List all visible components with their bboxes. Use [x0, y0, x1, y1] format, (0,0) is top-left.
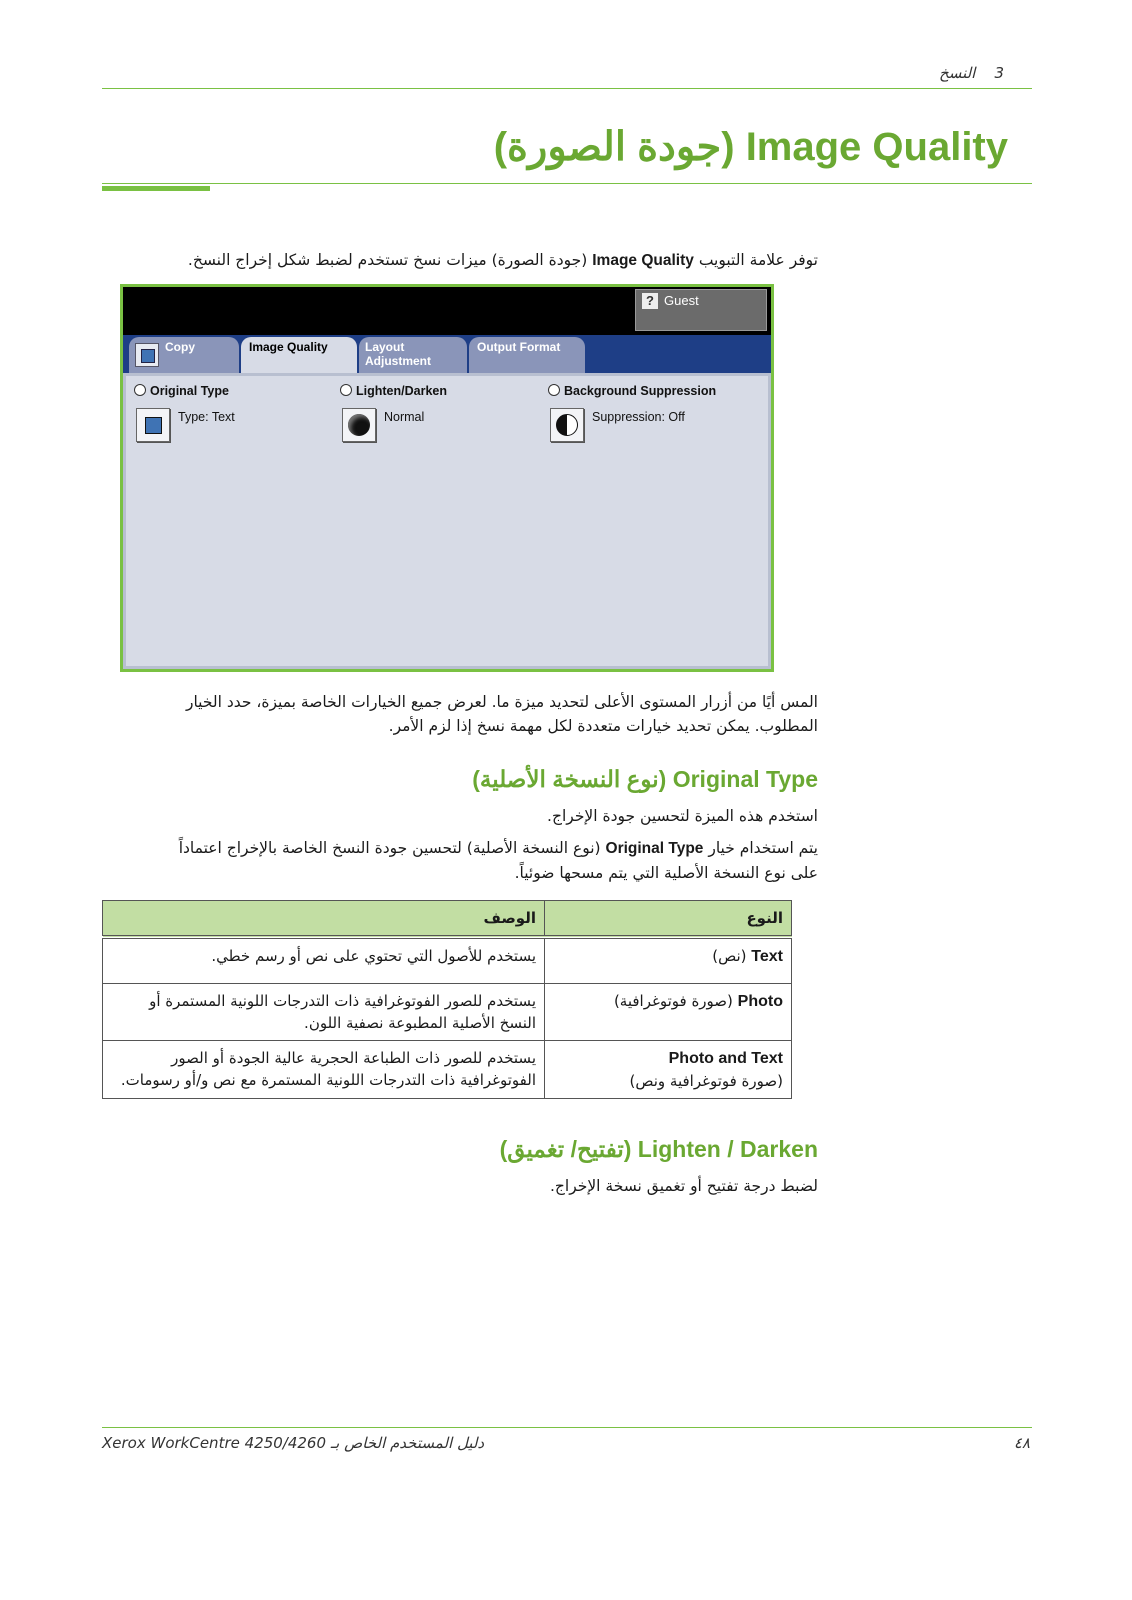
chapter-header: [939, 64, 1004, 82]
user-button[interactable]: [635, 289, 767, 331]
intro-term: Image Quality: [592, 252, 694, 269]
description-cell: يستخدم للصور الفوتوغرافية ذات التدرجات اللونية المستمرة أو النسخ الأصلية المطبوعة نصفية اللون.: [103, 983, 545, 1040]
tab-layout-adjustment[interactable]: Layout Adjustment: [359, 337, 467, 373]
original-type-description: يتم استخدام خيار Original Type (نوع النسخة الأصلية) لتحسين جودة النسخ الخاصة بالإخراج اعتماداً على نوع النسخة الأصلية التي يتم مسحها ضوئياً.: [178, 839, 818, 882]
type-cell: Photo (صورة فوتوغرافية): [545, 983, 792, 1040]
background-suppression-value: Suppression: Off: [592, 410, 685, 424]
device-status-bar: [123, 287, 771, 335]
intro-paragraph: توفر علامة التبويب Image Quality (جودة الصورة) ميزات نسخ تستخدم لضبط شكل إخراج النسخ.: [187, 251, 818, 269]
copy-icon: [135, 343, 159, 367]
footer-title: دليل المستخدم الخاص بـ Xerox WorkCentre 4250/4260: [102, 1434, 485, 1452]
lighten-darken-description: لضبط درجة تفتيح أو تغميق نسخة الإخراج.: [549, 1177, 818, 1195]
radio-icon: [548, 384, 560, 396]
background-suppression-button[interactable]: [550, 408, 584, 442]
tab-image-quality[interactable]: Image Quality: [241, 337, 357, 373]
description-cell: يستخدم للأصول التي تحتوي على نص أو رسم خطي.: [103, 937, 545, 983]
original-type-value: Type: Text: [178, 410, 235, 424]
title-rule: [102, 183, 1032, 184]
table-header-row: [103, 901, 792, 938]
table-row: [103, 983, 792, 1040]
chapter-number: 3: [994, 64, 1004, 82]
table-row: [103, 1040, 792, 1098]
help-icon: ?: [642, 293, 658, 309]
radio-icon: [340, 384, 352, 396]
header-description: الوصف: [103, 901, 545, 938]
lighten-darken-option[interactable]: Lighten/Darken: [340, 384, 447, 398]
original-type-intro: استخدم هذه الميزة لتحسين جودة الإخراج.: [547, 807, 818, 825]
footer-rule: [102, 1427, 1032, 1428]
type-cell: Text (نص): [545, 937, 792, 983]
radio-icon: [134, 384, 146, 396]
device-screen: [120, 284, 774, 672]
lighten-darken-button[interactable]: [342, 408, 376, 442]
header-rule: [102, 88, 1032, 89]
tab-output-format[interactable]: Output Format: [469, 337, 585, 373]
image-quality-panel: [123, 373, 771, 669]
description-cell: يستخدم للصور ذات الطباعة الحجرية عالية الجودة أو الصور الفوتوغرافية ذات التدرجات اللونية المستمرة مع نص و/أو رسومات.: [103, 1040, 545, 1098]
device-tab-bar: [123, 335, 771, 373]
table-row: [103, 937, 792, 983]
lighten-darken-heading: Lighten / Darken (تفتيح/ تغميق): [499, 1136, 818, 1162]
original-type-heading: Original Type (نوع النسخة الأصلية): [472, 766, 818, 792]
page-title: Image Quality (جودة الصورة): [493, 125, 1008, 169]
header-type: النوع: [545, 901, 792, 938]
original-type-table: [102, 900, 792, 1099]
original-type-button[interactable]: [136, 408, 170, 442]
title-rule-accent: [102, 186, 210, 191]
page-number: ٤٨: [1013, 1434, 1030, 1452]
lighten-darken-value: Normal: [384, 410, 425, 424]
chapter-title: النسخ: [939, 64, 976, 82]
tab-copy[interactable]: Copy: [129, 337, 239, 373]
user-label: Guest: [664, 293, 699, 308]
touch-note: المس أيًا من أزرار المستوى الأعلى لتحديد ميزة ما. لعرض جميع الخيارات الخاصة بميزة، حدد الخيار المطلوب. يمكن تحديد خيارات متعددة لكل مهمة نسخ إذا لزم الأمر.: [185, 693, 818, 735]
type-cell: Photo and Text (صورة فوتوغرافية ونص): [545, 1040, 792, 1098]
original-type-option[interactable]: Original Type: [134, 384, 229, 398]
background-suppression-option[interactable]: Background Suppression: [548, 384, 716, 398]
